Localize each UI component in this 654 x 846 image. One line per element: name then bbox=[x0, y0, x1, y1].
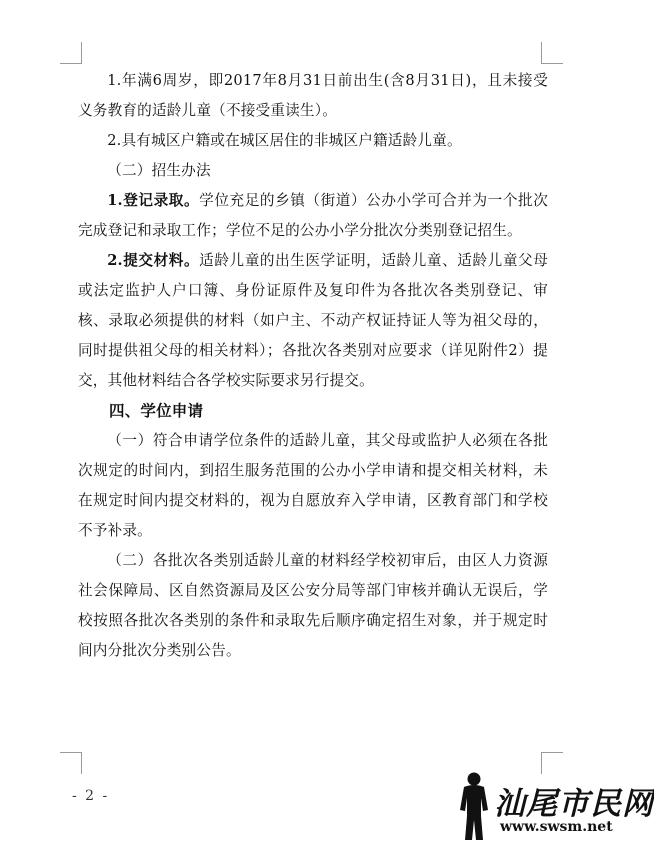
crop-mark-top-right bbox=[541, 63, 563, 64]
document-body bbox=[78, 66, 548, 666]
crop-mark-top-left bbox=[81, 42, 82, 64]
subheading-enrollment-method: （二）招生办法 bbox=[107, 162, 211, 179]
bold-lead-registration: 1.登记录取。 bbox=[107, 192, 200, 209]
person-silhouette-icon bbox=[452, 770, 496, 842]
site-watermark bbox=[452, 770, 654, 842]
paragraph-application-1: （一）符合申请学位条件的适龄儿童，其父母或监护人必须在各批次规定的时间内，到招生服务范围的公办小学申请和提交相关材料，未在规定时间内提交材料的，视为自愿放弃入学申请，区教育部门和学校不予补录。 bbox=[78, 432, 548, 539]
watermark-url: www.swsm.net bbox=[500, 819, 613, 835]
paragraph-age-requirement: 1.年满6周岁，即2017年8月31日前出生(含8月31日)，且未接受义务教育的适龄儿童（不接受重读生）。 bbox=[78, 72, 548, 119]
paragraph-registration-text: 学位充足的乡镇（街道）公办小学可合并为一个批次完成登记和录取工作；学位不足的公办小学分批次分类别登记招生。 bbox=[78, 192, 548, 239]
paragraph-materials bbox=[78, 246, 548, 396]
section-heading-school-application: 四、学位申请 bbox=[109, 401, 204, 420]
crop-mark-top-left bbox=[60, 63, 82, 64]
bold-lead-materials: 2.提交材料。 bbox=[107, 252, 200, 269]
paragraph-application-2: （二）各批次各类别适龄儿童的材料经学校初审后，由区人力资源社会保障局、区自然资源局及区公安分局等部门审核并确认无误后，学校按照各批次各类别的条件和录取先后顺序确定招生对象，并于规定时间内分批次分类别公告。 bbox=[78, 552, 548, 659]
paragraph-registration bbox=[78, 186, 548, 246]
crop-mark-bottom-left bbox=[81, 752, 82, 774]
crop-mark-top-right bbox=[541, 42, 542, 64]
watermark-site-name: 汕尾市民网 bbox=[494, 786, 654, 822]
paragraph-materials-text: 适龄儿童的出生医学证明，适龄儿童、适龄儿童父母或法定监护人户口簿、身份证原件及复印件为各批次各类别登记、审核、录取必须提供的材料（如户主、不动产权证持证人等为祖父母的，同时提供祖父母的相关材料）；各批次各类别对应要求（详见附件2）提交，其他材料结合各学校实际要求另行提交。 bbox=[78, 252, 548, 389]
crop-mark-bottom-right bbox=[541, 752, 563, 753]
crop-mark-bottom-left bbox=[60, 752, 82, 753]
paragraph-residency-requirement: 2.具有城区户籍或在城区居住的非城区户籍适龄儿童。 bbox=[107, 132, 462, 149]
page-number: - 2 - bbox=[72, 788, 110, 804]
